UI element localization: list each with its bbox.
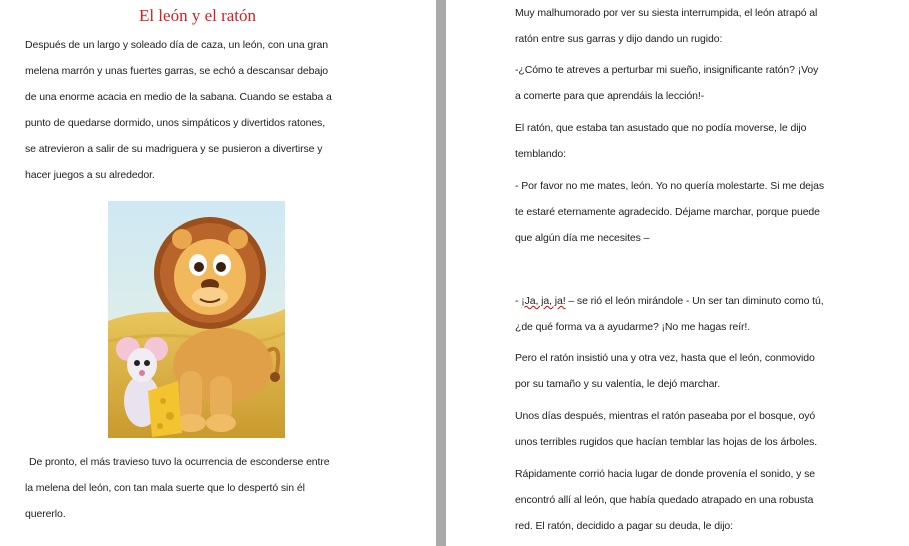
text-line: punto de quedarse dormido, unos simpáticos y divertidos ratones, bbox=[25, 117, 326, 129]
text-line: red. El ratón, decidido a pagar su deuda, le dijo: bbox=[515, 520, 733, 532]
paragraph-mouse-pleads bbox=[515, 178, 824, 256]
text-line: unos terribles rugidos que hacían temblar las hojas de los árboles. bbox=[515, 436, 818, 448]
lion-front-leg bbox=[180, 371, 202, 421]
paragraph-lion-laughs bbox=[515, 293, 824, 345]
text-line: El ratón, que estaba tan asustado que no podía moverse, le dijo bbox=[515, 122, 807, 134]
text-line: melena marrón y unas fuertes garras, se echó a descansar debajo bbox=[25, 65, 329, 77]
text-line: te estaré eternamente agradecido. Déjame marchar, porque puede bbox=[515, 206, 820, 218]
paragraph-lion-trapped bbox=[515, 466, 815, 544]
text-line: - ¡Ja, ja, ja! – se rió el león mirándole - Un ser tan diminuto como tú, bbox=[515, 295, 824, 307]
spellcheck-underline: ¡Ja, ja, ja! bbox=[521, 295, 566, 307]
paragraph-lion-catches bbox=[515, 5, 817, 57]
text-line: a comerte para que aprendáis la lección!- bbox=[515, 90, 705, 102]
text-line: - Por favor no me mates, león. Yo no quería molestarte. Si me dejas bbox=[515, 180, 825, 192]
text-line: Pero el ratón insistió una y otra vez, hasta que el león, conmovido bbox=[515, 352, 815, 364]
text-line: temblando: bbox=[515, 148, 566, 160]
text-line: Después de un largo y soleado día de caza, un león, con una gran bbox=[25, 39, 328, 51]
right-page bbox=[446, 0, 909, 546]
text-line: hacer juegos a su alrededor. bbox=[25, 169, 155, 181]
paragraph-mouse-hides bbox=[25, 454, 330, 532]
paragraph-lion-threat bbox=[515, 62, 818, 114]
paragraph-roars-heard bbox=[515, 408, 817, 460]
text-line: ¿de qué forma va a ayudarme? ¡No me hagas reír!. bbox=[515, 321, 751, 333]
text-line: Rápidamente corrió hacia lugar de donde provenía el sonido, y se bbox=[515, 468, 816, 480]
mouse-head bbox=[127, 348, 157, 382]
text-line: quererlo. bbox=[25, 508, 66, 520]
text-line: ratón entre sus garras y dijo dando un rugido: bbox=[515, 33, 723, 45]
cheese bbox=[148, 381, 182, 437]
text-line: se atrevieron a salir de su madriguera y se pusieron a divertirse y bbox=[25, 143, 323, 155]
text-line: Unos días después, mientras el ratón paseaba por el bosque, oyó bbox=[515, 410, 816, 422]
story-title: El león y el ratón bbox=[138, 6, 257, 25]
text-line: Muy malhumorado por ver su siesta interrumpida, el león atrapó al bbox=[515, 7, 818, 19]
left-page bbox=[0, 0, 436, 546]
text-line: la melena del león, con tan mala suerte que lo despertó sin él bbox=[25, 482, 305, 494]
text-line: por su tamaño y su valentía, le dejó marchar. bbox=[515, 378, 721, 390]
lion-mouse-illustration bbox=[108, 201, 285, 438]
paragraph-mouse-scared bbox=[515, 120, 806, 172]
page-gap bbox=[436, 0, 446, 546]
text-line: -¿Cómo te atreves a perturbar mi sueño, insignificante ratón? ¡Voy bbox=[515, 64, 819, 76]
paragraph-intro bbox=[25, 37, 332, 193]
text-line: encontró allí al león, que había quedado atrapado en una robusta bbox=[515, 494, 814, 506]
text-line: que algún día me necesites – bbox=[515, 232, 650, 244]
text-line: de una enorme acacia en medio de la sabana. Cuando se estaba a bbox=[25, 91, 332, 103]
paragraph-lion-releases bbox=[515, 350, 815, 402]
text-line: De pronto, el más travieso tuvo la ocurrencia de esconderse entre bbox=[29, 456, 330, 468]
